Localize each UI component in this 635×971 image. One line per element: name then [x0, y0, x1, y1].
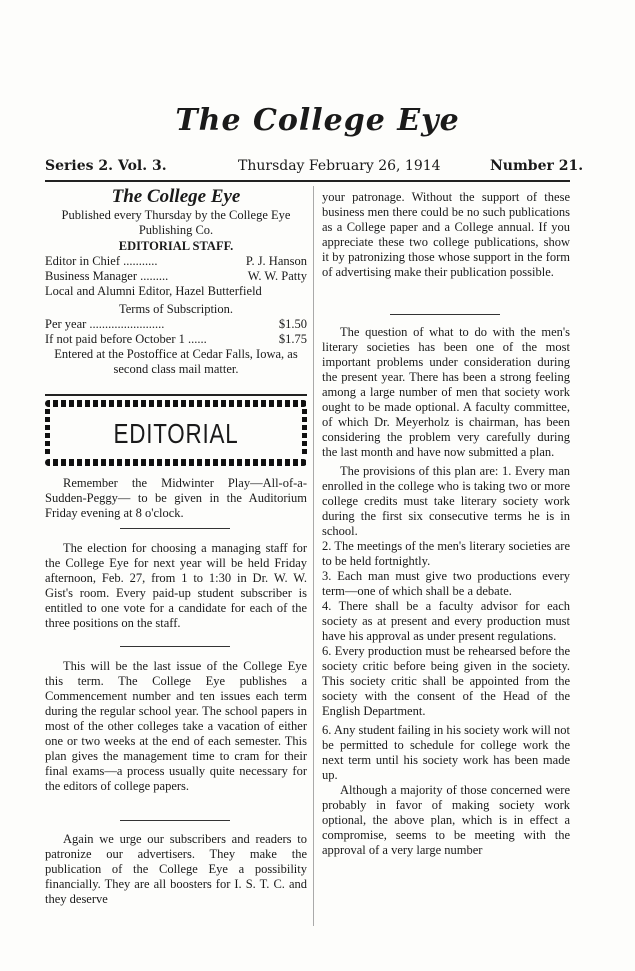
article-last-issue: [45, 659, 307, 794]
separator: [120, 528, 230, 529]
staff-row-editor: [45, 254, 307, 269]
staff-box-title: The College Eye: [111, 186, 241, 207]
plan-item: 3. Each man must give two productions every term—one of which shall be a debate.: [322, 569, 570, 598]
ornament-border-bottom: [45, 459, 307, 466]
staff-box: [45, 186, 307, 377]
staff-role: Business Manager .........: [45, 269, 169, 283]
paragraph: This will be the last issue of the College Eye this term. The College Eye publishes a Commencement number and ten issues each term during the regular school year. The school papers in most of the other colleges take a vacation of either one or two weeks at the end of each semester. This plan gives the management time to cram for their final exams—a process usually quite necessary for the editors of college papers.: [45, 659, 307, 793]
terms-row: [45, 317, 307, 332]
published-line: Published every Thursday by the College Eye Publishing Co.: [61, 208, 291, 237]
column-divider: [313, 186, 314, 926]
plan-item: 2. The meetings of the men's literary societies are to be held fortnightly.: [322, 539, 570, 568]
paragraph: The election for choosing a managing staff for the College Eye for next year will be held Friday afternoon, Feb. 27, from 1 to 1:30 in Dr. W. W. Gist's room. Every paid-up student subscriber is entitled to one vote for a candidate for each of the three positions on the staff.: [45, 541, 307, 630]
series-label: Series 2.: [45, 158, 113, 174]
plan-item: 6. Every production must be rehearsed before the society critic before being given in the society. This society critic shall be appointed from the society with the consent of the Head of the English Department.: [322, 644, 570, 718]
plan-item: 6. Any student failing in his society work will not be permitted to schedule for college work the next term until his society work has been made up.: [322, 723, 570, 782]
entered-line: Entered at the Postoffice at Cedar Falls, Iowa, as second class mail matter.: [54, 347, 298, 376]
paragraph: Remember the Midwinter Play—All-of-a-Sudden-Peggy— to be given in the Auditorium Friday evening at 8 o'clock.: [45, 476, 307, 520]
separator: [120, 646, 230, 647]
article-advertisers-cont: [322, 190, 570, 280]
paragraph: The question of what to do with the men's literary societies has been one of the most important problems under consideration during the present year. There has been a strong feeling among a large number of men that society work ought to be made optional. A faculty committee, of which Dr. Meyerholz is chairman, has been considering the problem very carefully during the last month and have now submitted a plan.: [322, 325, 570, 459]
staff-row-business: [45, 269, 307, 284]
paragraph: your patronage. Without the support of these business men there could be no such publications as a College paper and a College annual. If you appreciate these two college publications, show it by patronizing those whose support in the form of advertising make their publication possible.: [322, 190, 570, 279]
header-rule: [45, 180, 570, 182]
issue-number: Number 21.: [490, 158, 584, 174]
article-midwinter-play: [45, 476, 307, 521]
article-literary-societies: [322, 325, 570, 858]
editorial-banner: [45, 400, 307, 466]
separator: [120, 820, 230, 821]
staff-name: P. J. Hanson: [245, 254, 307, 268]
masthead-title: The College Eye: [175, 103, 460, 138]
terms-row: [45, 332, 307, 347]
plan-item: 4. There shall be a faculty advisor for each society as at present and every production must have his approval as under present regulations.: [322, 599, 570, 643]
local-editor-line: Local and Alumni Editor, Hazel Butterfield: [45, 284, 262, 298]
staff-heading: EDITORIAL STAFF.: [118, 239, 234, 253]
terms-label: Per year ........................: [45, 317, 165, 331]
separator: [390, 314, 500, 315]
editorial-heading: EDITORIAL: [113, 418, 239, 449]
terms-price: $1.50: [278, 317, 307, 331]
paragraph: Again we urge our subscribers and readers to patronize our advertisers. They make the publication of the College Eye a possibility financially. They are all boosters for I. S. T. C. and they deserve: [45, 832, 307, 906]
staff-role: Editor in Chief ...........: [45, 254, 158, 268]
ornament-border-left: [45, 409, 50, 457]
issue-date: Thursday February 26, 1914: [238, 158, 441, 174]
terms-heading: Terms of Subscription.: [118, 302, 234, 316]
terms-price: $1.75: [278, 332, 307, 346]
terms-label: If not paid before October 1 ......: [45, 332, 207, 346]
volume-label: Vol. 3.: [118, 158, 167, 174]
ornament-border-right: [302, 409, 307, 457]
section-rule: [45, 394, 307, 396]
paragraph: Although a majority of those concerned were probably in favor of making society work optional, the above plan, which is in effect a compromise, seems to be meeting with the approval of a very large number: [322, 783, 570, 857]
staff-name: W. W. Patty: [247, 269, 307, 283]
article-election: [45, 541, 307, 631]
ornament-border-top: [45, 400, 307, 407]
paragraph: The provisions of this plan are: 1. Every man enrolled in the college who is taking two or more college credits must take literary society work during the first six consecutive terms he is in school.: [322, 464, 570, 538]
article-advertisers: [45, 832, 307, 907]
